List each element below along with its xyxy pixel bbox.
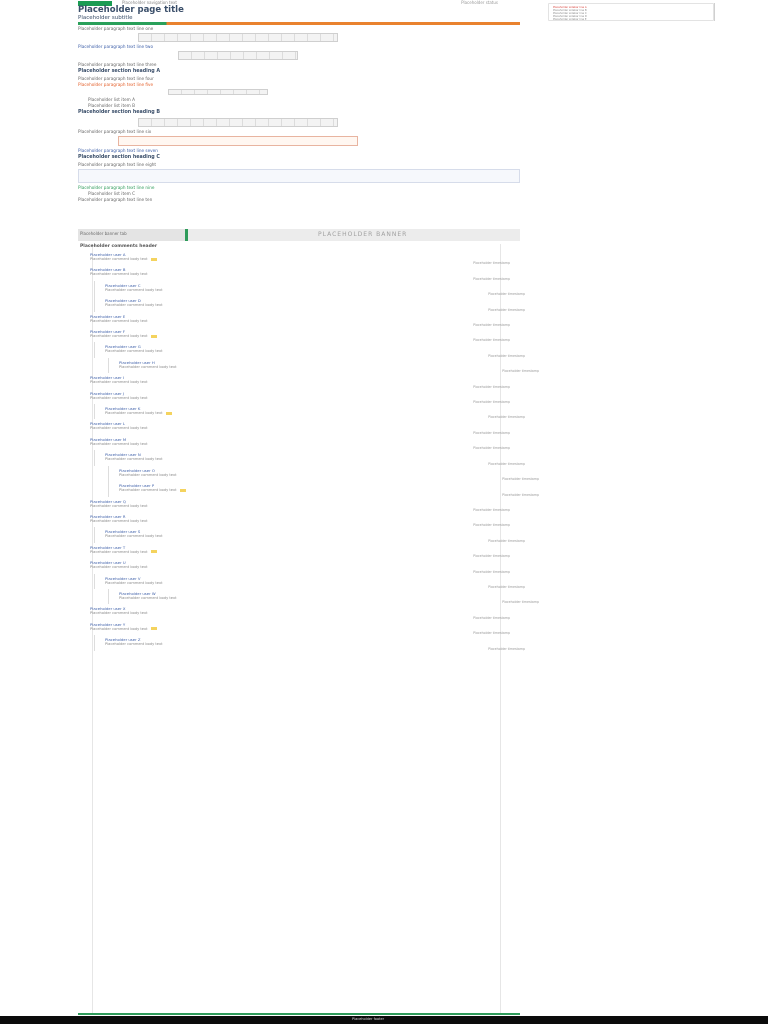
comment-timestamp: Placeholder timestamp bbox=[488, 646, 525, 651]
comment-body: Placeholder comment body text bbox=[105, 349, 163, 354]
list-item: Placeholder list item C bbox=[88, 191, 135, 196]
comment-body: Placeholder comment body text bbox=[90, 550, 490, 554]
comment-author[interactable]: Placeholder user H bbox=[119, 359, 155, 365]
paragraph: Placeholder paragraph text line five bbox=[78, 82, 154, 87]
comment-author[interactable]: Placeholder user F bbox=[90, 329, 126, 335]
comment-author[interactable]: Placeholder user I bbox=[90, 375, 125, 381]
comment-timestamp: Placeholder timestamp bbox=[488, 461, 525, 466]
comment-timestamp: Placeholder timestamp bbox=[473, 631, 510, 636]
comment bbox=[80, 312, 522, 327]
comment-author[interactable]: Placeholder user X bbox=[90, 606, 126, 612]
sidebar-divider bbox=[714, 3, 715, 21]
inline-figure bbox=[168, 89, 268, 95]
comment bbox=[108, 358, 539, 374]
comment-author[interactable]: Placeholder user V bbox=[105, 575, 141, 581]
comment-body: Placeholder comment body text bbox=[90, 441, 148, 446]
comment-author[interactable]: Placeholder user W bbox=[119, 590, 156, 596]
article bbox=[78, 6, 520, 228]
comment-timestamp: Placeholder timestamp bbox=[473, 276, 510, 281]
comment-author[interactable]: Placeholder user T bbox=[90, 544, 126, 550]
footer-accent-rule bbox=[78, 1013, 520, 1015]
comment bbox=[80, 373, 522, 388]
comment bbox=[80, 543, 522, 558]
comment-body: Placeholder comment body text bbox=[90, 318, 148, 323]
section-heading: Placeholder section heading C bbox=[78, 155, 160, 160]
comment-author[interactable]: Placeholder user R bbox=[90, 513, 126, 519]
comment-author[interactable]: Placeholder user P bbox=[119, 483, 155, 489]
comment-timestamp: Placeholder timestamp bbox=[502, 477, 539, 482]
comment-body: Placeholder comment body text bbox=[105, 580, 163, 585]
comment bbox=[108, 466, 539, 482]
comment-body: Placeholder comment body text bbox=[119, 488, 519, 492]
paragraph[interactable]: Placeholder paragraph text line two bbox=[78, 44, 154, 49]
paragraph[interactable]: Placeholder paragraph text line seven bbox=[78, 148, 158, 153]
comment-author[interactable]: Placeholder user U bbox=[90, 560, 126, 566]
comment-body: Placeholder comment body text bbox=[90, 257, 490, 261]
comment bbox=[80, 250, 522, 265]
comment-author[interactable]: Placeholder user L bbox=[90, 421, 125, 427]
comment-body: Placeholder comment body text bbox=[119, 472, 177, 477]
comment-body: Placeholder comment body text bbox=[119, 595, 177, 600]
comment bbox=[80, 604, 522, 619]
comment bbox=[94, 635, 525, 651]
comment-author[interactable]: Placeholder user A bbox=[90, 252, 126, 257]
paragraph: Placeholder paragraph text line nine bbox=[78, 185, 155, 190]
title-accent-rule bbox=[78, 22, 520, 25]
comment-timestamp: Placeholder timestamp bbox=[473, 507, 510, 512]
highlight-marker bbox=[151, 335, 157, 338]
comment-body: Placeholder comment body text bbox=[90, 272, 148, 277]
banner-tab-label: Placeholder banner tab bbox=[80, 231, 127, 236]
comment-timestamp: Placeholder timestamp bbox=[473, 384, 510, 389]
comment-body: Placeholder comment body text bbox=[90, 565, 148, 570]
comment-author[interactable]: Placeholder user B bbox=[90, 267, 126, 273]
comment bbox=[94, 404, 525, 420]
comment-author[interactable]: Placeholder user E bbox=[90, 313, 126, 319]
comment-author[interactable]: Placeholder user G bbox=[105, 344, 141, 350]
comment bbox=[80, 327, 522, 342]
inline-figure bbox=[138, 33, 338, 42]
comment bbox=[80, 558, 522, 573]
comment-author[interactable]: Placeholder user D bbox=[105, 298, 141, 304]
sidebar-line[interactable]: Placeholder sidebar line C bbox=[553, 12, 587, 15]
section-heading: Placeholder section heading A bbox=[78, 69, 161, 74]
sidebar-line[interactable]: Placeholder sidebar line A bbox=[553, 6, 587, 9]
comment bbox=[80, 265, 522, 280]
banner-text: PLACEHOLDER BANNER bbox=[318, 231, 408, 238]
comment-author[interactable]: Placeholder user J bbox=[90, 390, 125, 396]
comment-timestamp: Placeholder timestamp bbox=[488, 584, 525, 589]
comment bbox=[94, 450, 525, 466]
top-nav-link[interactable]: Placeholder navigation text bbox=[122, 0, 177, 5]
comment-body: Placeholder comment body text bbox=[90, 426, 148, 431]
paragraph: Placeholder paragraph text line one bbox=[78, 26, 154, 31]
comment-body: Placeholder comment body text bbox=[90, 334, 490, 338]
bottom-bar bbox=[0, 1016, 768, 1024]
comment-timestamp: Placeholder timestamp bbox=[488, 292, 525, 297]
comment bbox=[94, 296, 525, 312]
comment-body: Placeholder comment body text bbox=[90, 380, 148, 385]
list-item: Placeholder list item B bbox=[88, 103, 135, 108]
comment bbox=[80, 497, 522, 512]
comment-author[interactable]: Placeholder user C bbox=[105, 282, 141, 288]
comment bbox=[80, 419, 522, 434]
comment-timestamp: Placeholder timestamp bbox=[473, 338, 510, 343]
paragraph: Placeholder paragraph text line eight bbox=[78, 162, 157, 167]
comment-timestamp: Placeholder timestamp bbox=[473, 523, 510, 528]
highlight-marker bbox=[151, 258, 157, 261]
comment-timestamp: Placeholder timestamp bbox=[473, 446, 510, 451]
comment-author[interactable]: Placeholder user K bbox=[105, 406, 141, 412]
comment bbox=[80, 620, 522, 635]
comment-body: Placeholder comment body text bbox=[105, 642, 163, 647]
comment-body: Placeholder comment body text bbox=[90, 611, 148, 616]
highlight-marker bbox=[151, 627, 157, 630]
comment-author[interactable]: Placeholder user M bbox=[90, 436, 127, 442]
comment bbox=[94, 281, 525, 297]
comment-body: Placeholder comment body text bbox=[90, 395, 148, 400]
paragraph: Placeholder paragraph text line three bbox=[78, 62, 157, 67]
comment-timestamp: Placeholder timestamp bbox=[473, 430, 510, 435]
comment bbox=[94, 342, 525, 358]
section-heading: Placeholder section heading B bbox=[78, 110, 160, 115]
comment-body: Placeholder comment body text bbox=[105, 457, 163, 462]
highlight-marker bbox=[151, 550, 157, 553]
comment-timestamp: Placeholder timestamp bbox=[473, 323, 510, 328]
comment-body: Placeholder comment body text bbox=[119, 364, 177, 369]
comment bbox=[80, 512, 522, 527]
comment-author[interactable]: Placeholder user Z bbox=[105, 637, 141, 643]
list-item: Placeholder list item A bbox=[88, 97, 135, 102]
paragraph: Placeholder paragraph text line ten bbox=[78, 197, 153, 202]
highlight-marker bbox=[166, 412, 172, 415]
comment-timestamp: Placeholder timestamp bbox=[488, 538, 525, 543]
sidebar-line[interactable]: Placeholder sidebar line E bbox=[553, 18, 587, 21]
sidebar-line[interactable]: Placeholder sidebar line D bbox=[553, 15, 587, 18]
comment-timestamp: Placeholder timestamp bbox=[473, 554, 510, 559]
comment bbox=[80, 435, 522, 450]
comment-timestamp: Placeholder timestamp bbox=[473, 261, 510, 266]
comment-timestamp: Placeholder timestamp bbox=[502, 369, 539, 374]
comment-timestamp: Placeholder timestamp bbox=[473, 400, 510, 405]
paragraph: Placeholder paragraph text line four bbox=[78, 76, 154, 81]
comment-author[interactable]: Placeholder user Q bbox=[90, 498, 126, 504]
comment-body: Placeholder comment body text bbox=[90, 627, 490, 631]
comment-list bbox=[80, 250, 539, 651]
sidebar-line[interactable]: Placeholder sidebar line B bbox=[553, 9, 587, 12]
comment-body: Placeholder comment body text bbox=[105, 411, 505, 415]
comments-section bbox=[80, 244, 539, 1014]
banner[interactable] bbox=[78, 229, 520, 241]
paragraph: Placeholder paragraph text line six bbox=[78, 129, 152, 134]
comment bbox=[94, 574, 525, 589]
sidebar-box bbox=[548, 3, 714, 21]
inline-figure bbox=[178, 51, 298, 60]
inline-figure bbox=[138, 118, 338, 127]
comment-timestamp: Placeholder timestamp bbox=[488, 307, 525, 312]
comment-timestamp: Placeholder timestamp bbox=[473, 569, 510, 574]
comment-body: Placeholder comment body text bbox=[105, 303, 163, 308]
comment bbox=[108, 481, 539, 497]
page-title: Placeholder page title bbox=[78, 5, 184, 15]
top-status: Placeholder status bbox=[461, 0, 498, 5]
comment-body: Placeholder comment body text bbox=[90, 518, 148, 523]
comment-timestamp: Placeholder timestamp bbox=[502, 492, 539, 497]
comment-author[interactable]: Placeholder user Y bbox=[90, 621, 126, 627]
comment-author[interactable]: Placeholder user N bbox=[105, 452, 141, 458]
banner-tab[interactable] bbox=[78, 229, 188, 241]
code-block bbox=[78, 169, 520, 183]
note-box bbox=[118, 136, 358, 146]
comment-author[interactable]: Placeholder user O bbox=[119, 467, 155, 473]
comment-timestamp: Placeholder timestamp bbox=[488, 415, 525, 420]
comment-timestamp: Placeholder timestamp bbox=[473, 615, 510, 620]
comment bbox=[80, 389, 522, 404]
comment-body: Placeholder comment body text bbox=[105, 287, 163, 292]
comment-timestamp: Placeholder timestamp bbox=[488, 353, 525, 358]
comment-body: Placeholder comment body text bbox=[105, 534, 163, 539]
comment bbox=[108, 589, 539, 605]
highlight-marker bbox=[180, 489, 186, 492]
comment-timestamp: Placeholder timestamp bbox=[502, 600, 539, 605]
comment bbox=[94, 527, 525, 543]
page-subtitle: Placeholder subtitle bbox=[78, 15, 133, 21]
comments-header: Placeholder comments header bbox=[80, 244, 158, 249]
comment-body: Placeholder comment body text bbox=[90, 503, 148, 508]
comment-author[interactable]: Placeholder user S bbox=[105, 529, 141, 535]
footer-label: Placeholder footer bbox=[352, 1017, 385, 1021]
